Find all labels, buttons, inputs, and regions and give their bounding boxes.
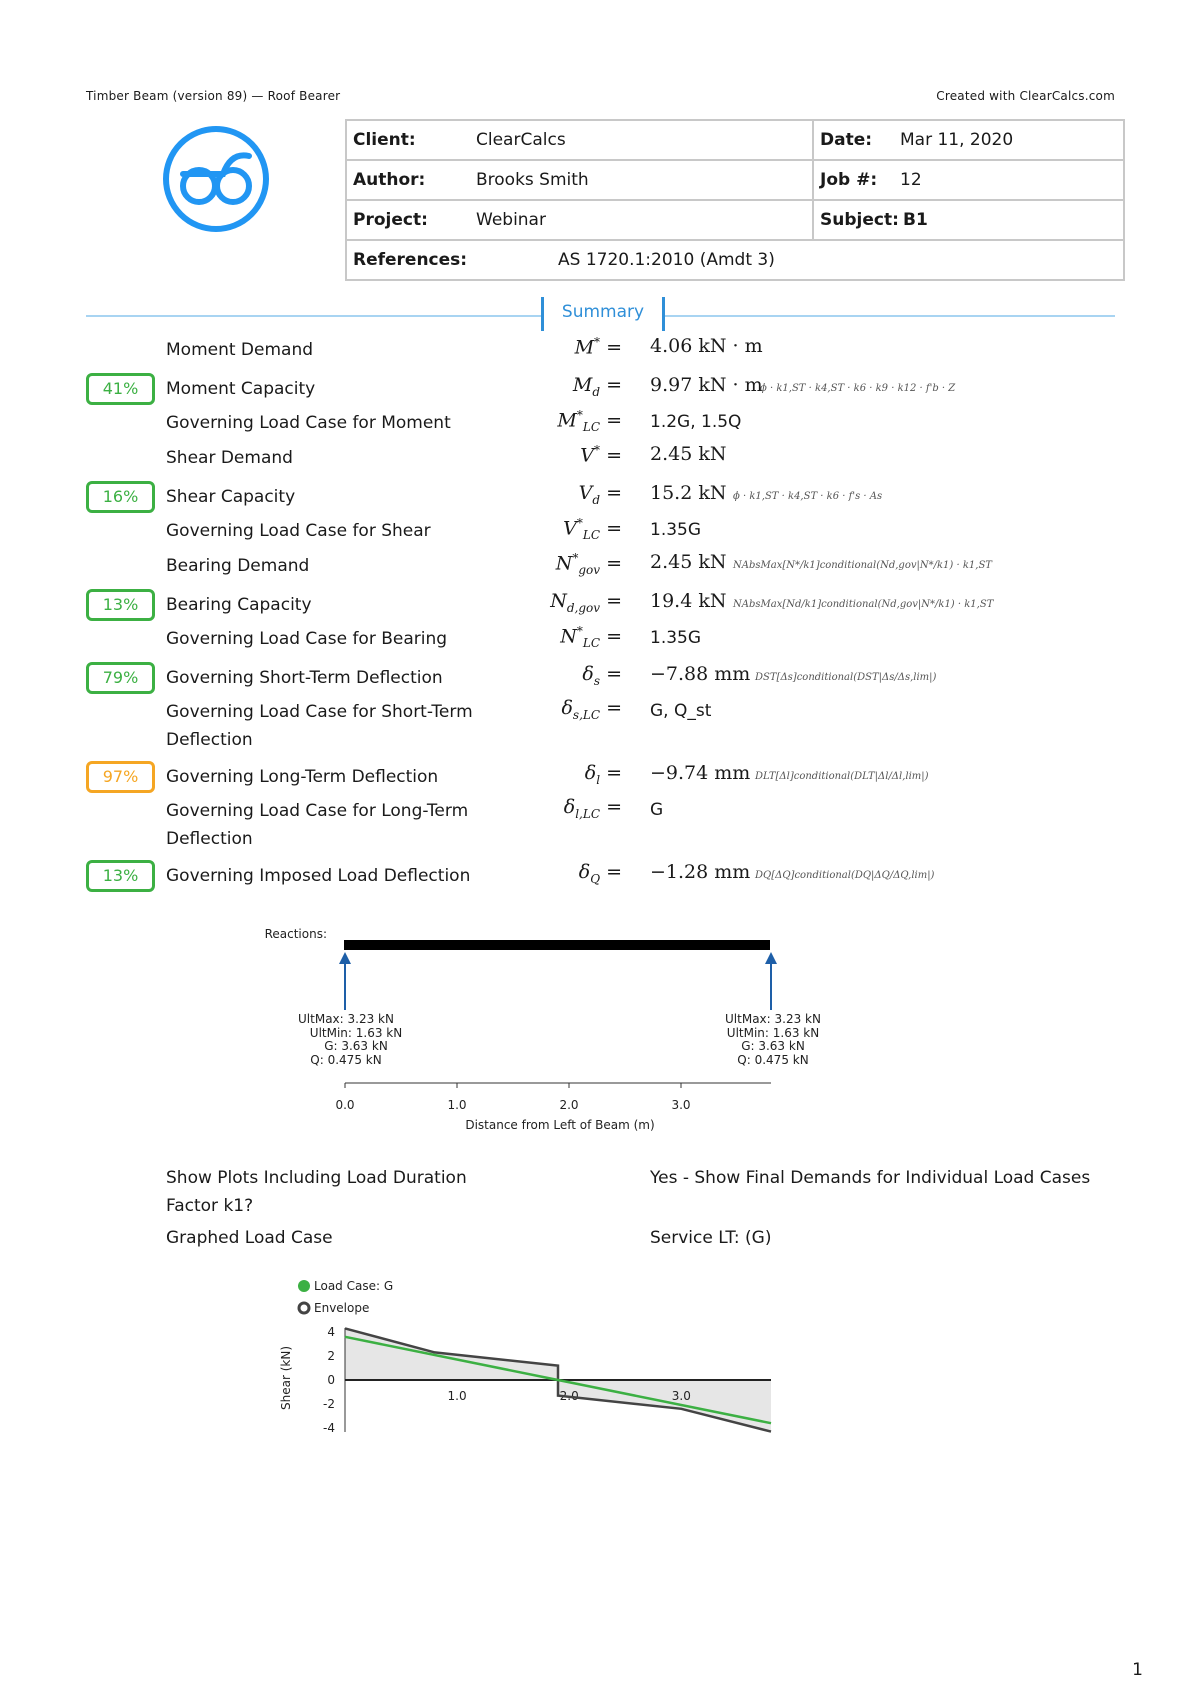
row-value: G — [650, 800, 664, 820]
left-reaction-line: UltMax: 3.23 kN — [298, 1012, 394, 1026]
utilization-badge: 13% — [86, 860, 155, 892]
subject-value: B1 — [903, 210, 928, 230]
graphed-case-label: Graphed Load Case — [166, 1228, 333, 1248]
y-axis-label: Shear (kN) — [279, 1346, 293, 1410]
utilization-badge: 13% — [86, 589, 155, 621]
right-reaction-line: UltMax: 3.23 kN — [725, 1012, 821, 1026]
symbol-n-lc: $N^*_{LC}$ = — [560, 624, 622, 651]
y-tick-label: 2 — [327, 1349, 335, 1363]
row-label: Governing Load Case for Shear — [166, 521, 431, 541]
right-reaction-line: UltMin: 1.63 kN — [726, 1026, 820, 1040]
row-label: Shear Capacity — [166, 487, 296, 507]
summary-divider-left — [86, 315, 541, 317]
x-tick-label: 2.0 — [559, 1389, 579, 1403]
symbol-m-lc: $M^*_{LC}$ = — [557, 408, 622, 435]
right-reaction-line: Q: 0.475 kN — [737, 1053, 809, 1067]
row-value: −7.88 mm — [650, 663, 751, 685]
plots-option-value: Yes - Show Final Demands for Individual Load Cases — [650, 1168, 1091, 1188]
symbol-v-star: V* = — [580, 443, 622, 467]
client-value: ClearCalcs — [476, 130, 566, 150]
y-tick-label: 0 — [327, 1373, 335, 1387]
row-label: Governing Imposed Load Deflection — [166, 866, 471, 886]
row-label: Governing Short-Term Deflection — [166, 668, 443, 688]
header-title: Timber Beam (version 89) — Roof Bearer — [86, 89, 341, 103]
row-value: 1.35G — [650, 520, 702, 540]
right-reaction-line: G: 3.63 kN — [741, 1039, 805, 1053]
symbol-delta-q: $\delta_Q$ = — [578, 861, 622, 886]
row-label: Governing Load Case for Long-Term Deflection — [166, 801, 469, 849]
author-value: Brooks Smith — [476, 170, 589, 190]
row-label: Governing Load Case for Short-Term Deflection — [166, 702, 473, 750]
row-label: Shear Demand — [166, 448, 293, 468]
row-value: 4.06 kN · m — [650, 335, 763, 357]
row-value: 1.2G, 1.5Q — [650, 412, 742, 432]
distance-axis-label: Distance from Left of Beam (m) — [465, 1118, 655, 1132]
utilization-badge: 79% — [86, 662, 155, 694]
left-reaction-line: G: 3.63 kN — [324, 1039, 388, 1053]
plots-option-label: Show Plots Including Load Duration Factor k1? — [166, 1168, 467, 1216]
symbol-delta-l-lc: $\delta_{l,LC}$ = — [563, 796, 622, 821]
symbol-n-gov: $N^*_{gov}$ = — [555, 551, 622, 578]
date-label: Date: — [820, 130, 873, 150]
row-formula: DST[Δs]conditional(DST|Δs/Δs,lim|) — [755, 672, 937, 683]
row-value: −9.74 mm — [650, 762, 751, 784]
summary-divider-right — [665, 315, 1115, 317]
row-label: Moment Demand — [166, 340, 314, 360]
row-label: Bearing Capacity — [166, 595, 312, 615]
row-value: 9.97 kN · m — [650, 374, 763, 396]
date-value: Mar 11, 2020 — [900, 130, 1014, 150]
symbol-md: $M_d$ = — [572, 374, 622, 399]
summary-heading: Summary — [561, 302, 645, 322]
utilization-badge: 97% — [86, 761, 155, 793]
legend-envelope-marker — [299, 1303, 309, 1313]
row-formula: ϕ · k1,ST · k4,ST · k6 · k9 · k12 · f'b · Z — [760, 383, 956, 394]
distance-tick: 1.0 — [447, 1098, 467, 1112]
graphed-case-value: Service LT: (G) — [650, 1228, 772, 1248]
row-value: 2.45 kN — [650, 443, 727, 465]
project-label: Project: — [353, 210, 428, 230]
legend-load-case: Load Case: G — [314, 1279, 394, 1293]
row-value: 2.45 kN — [650, 551, 727, 573]
page-number: 1 — [1132, 1660, 1143, 1680]
x-tick-label: 1.0 — [447, 1389, 467, 1403]
legend-load-case-marker — [298, 1280, 310, 1292]
distance-tick: 2.0 — [559, 1098, 579, 1112]
y-tick-label: -2 — [323, 1397, 335, 1411]
left-reaction-line: UltMin: 1.63 kN — [309, 1026, 403, 1040]
row-formula: NAbsMax[Nd/k1]conditional(Nd,gov|N*/k1) · k1,ST — [733, 599, 994, 610]
right-support-arrow — [765, 952, 777, 1010]
y-tick-label: -4 — [323, 1421, 335, 1435]
left-support-arrow — [339, 952, 351, 1010]
author-label: Author: — [353, 170, 426, 190]
header-credit: Created with ClearCalcs.com — [936, 89, 1115, 103]
row-value: −1.28 mm — [650, 861, 751, 883]
left-reaction-line: Q: 0.475 kN — [310, 1053, 382, 1067]
row-label: Governing Load Case for Bearing — [166, 629, 448, 649]
row-value: 15.2 kN — [650, 482, 727, 504]
row-label: Moment Capacity — [166, 379, 316, 399]
symbol-delta-s: $\delta_s$ = — [582, 663, 622, 688]
distance-tick: 3.0 — [671, 1098, 691, 1112]
reactions-diagram — [0, 920, 1200, 1140]
symbol-delta-l: $\delta_l$ = — [584, 762, 622, 787]
y-tick-label: 4 — [327, 1325, 335, 1339]
clearcalcs-logo — [161, 124, 271, 234]
beam — [344, 940, 770, 950]
utilization-badge: 16% — [86, 481, 155, 513]
legend-envelope: Envelope — [314, 1301, 370, 1315]
row-label: Bearing Demand — [166, 556, 310, 576]
x-tick-label: 3.0 — [671, 1389, 691, 1403]
job-label: Job #: — [820, 170, 878, 190]
row-formula: ϕ · k1,ST · k4,ST · k6 · f's · As — [733, 491, 883, 502]
row-label: Governing Long-Term Deflection — [166, 767, 439, 787]
utilization-badge: 41% — [86, 373, 155, 405]
row-formula: DLT[Δl]conditional(DLT|Δl/Δl,lim|) — [755, 771, 929, 782]
reactions-label: Reactions: — [264, 927, 327, 941]
symbol-v-lc: $V^*_{LC}$ = — [563, 516, 622, 543]
subject-label: Subject: — [820, 210, 899, 230]
symbol-vd: $V_d$ = — [578, 482, 622, 507]
symbol-nd-gov: $N_{d,gov}$ = — [550, 590, 622, 615]
project-info-table — [345, 119, 1125, 281]
job-value: 12 — [900, 170, 922, 190]
row-value: 19.4 kN — [650, 590, 727, 612]
symbol-m-star: M* = — [574, 335, 622, 359]
symbol-delta-s-lc: $\delta_{s,LC}$ = — [561, 697, 622, 722]
row-formula: NAbsMax[N*/k1]conditional(Nd,gov|N*/k1) · k1,ST — [733, 560, 992, 571]
row-label: Governing Load Case for Moment — [166, 413, 451, 433]
client-label: Client: — [353, 130, 416, 150]
row-formula: DQ[ΔQ]conditional(DQ|ΔQ/ΔQ,lim|) — [755, 870, 935, 881]
shear-chart — [0, 1270, 1200, 1450]
distance-tick: 0.0 — [335, 1098, 355, 1112]
references-value: AS 1720.1:2010 (Amdt 3) — [558, 250, 775, 270]
references-label: References: — [353, 250, 468, 270]
row-value: G, Q_st — [650, 701, 712, 721]
row-value: 1.35G — [650, 628, 702, 648]
project-value: Webinar — [476, 210, 546, 230]
